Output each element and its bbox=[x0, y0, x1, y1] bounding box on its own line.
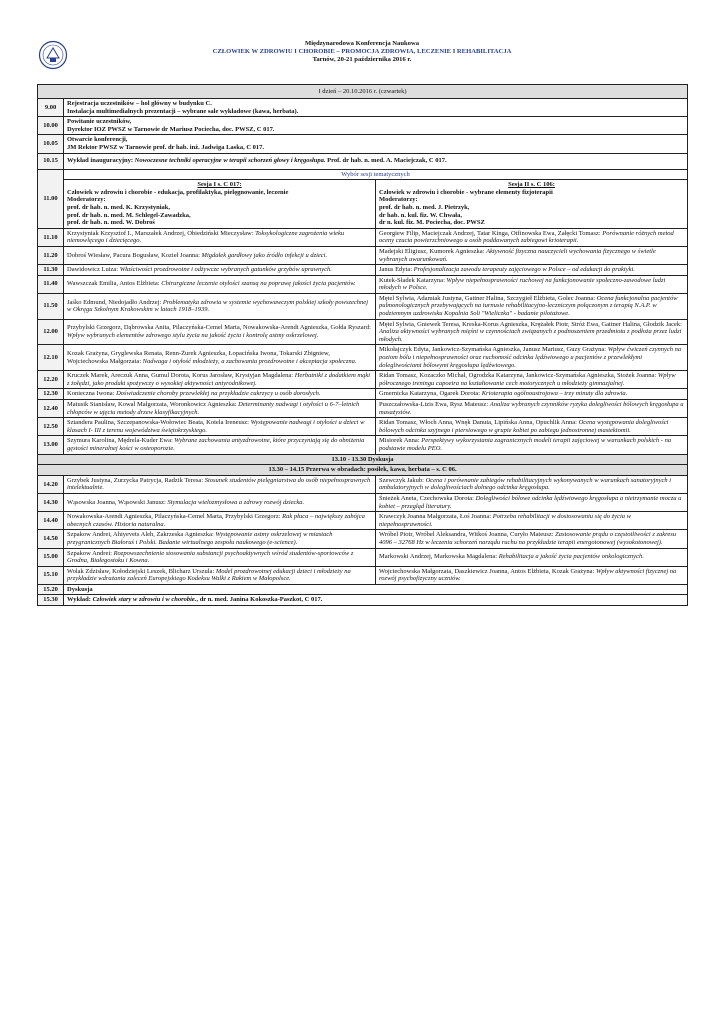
conference-title: CZŁOWIEK W ZDROWIU I CHOROBIE – PROMOCJA ZDROWIA, LECZENIE I REHABILITACJA bbox=[212, 48, 512, 55]
lecture-title: Nowoczesne techniki operacyjne w terapii schorzeń głowy i kręgosłupa. bbox=[134, 157, 326, 165]
talk-authors: Wawszczak Emilia, Antos Elżbieta: bbox=[67, 280, 162, 288]
talk-authors: Kruczek Marek, Areczuk Anna, Gumul Dorota, Korus Jarosław, Krystyjan Magdalena: bbox=[67, 372, 295, 380]
talk-authors: Szewczyk Jakub: bbox=[379, 476, 426, 484]
talk-authors: Dobroś Wiesław, Pacura Bogusław, Kozieł Joanna: bbox=[67, 251, 202, 259]
time-cell: 12.20 bbox=[38, 371, 64, 389]
talk-session-2 bbox=[376, 530, 688, 548]
event-line: Instalacja multimedialnych prezentacji – wybrane sale wykładowe (kawa, herbata). bbox=[67, 107, 299, 115]
time-cell: 15.20 bbox=[38, 584, 64, 595]
talk-title: Wpływ ćwiczeń czynnych na poziom bólu i niepełnosprawności oraz ruchomość odcinka lędźwiowego u pacjentów z przewlekłymi dolegliwościami bólowymi kręgosłupa lędźwiowego. bbox=[379, 346, 682, 369]
break-row bbox=[38, 465, 688, 476]
lecture-prefix: Wykład inauguracyjny: bbox=[67, 157, 135, 165]
talk-authors: Ridan Tomasz, Włoch Anna, Wnęk Danuta, Lipińska Anna, Opuchlik Anna: bbox=[379, 419, 579, 427]
conference-type: Międzynarodowa Konferencja Naukowa bbox=[304, 40, 420, 47]
event-line: Rejestracja uczestników – hol główny w budynku C. bbox=[67, 100, 212, 107]
talk-authors: Wojciechowska Małgorzata, Daszkiewicz Joanna, Antos Elżbieta, Kozak Grażyna: bbox=[379, 567, 596, 575]
talk-session-2 bbox=[376, 418, 688, 436]
talk-title: Perspektywy wykorzystania zagranicznych modeli terapii zajęciowej w warunkach polskich - na podstawie modelu PEO. bbox=[379, 437, 672, 452]
talk-authors: Markowski Andrzej, Markowska Magdalena: bbox=[379, 553, 499, 561]
talk-title: Wpływ niepełnosprawności ruchowej na funkcjonowanie społeczno-zawodowe ludzi młodych w Polsce. bbox=[379, 276, 666, 292]
session-name: Sesja I s. C 017: bbox=[197, 181, 242, 189]
programme-table bbox=[37, 84, 688, 606]
time-cell: 12.30 bbox=[38, 389, 64, 400]
talk-row bbox=[38, 293, 688, 319]
talk-authors: Krzystyniak Krzysztof I., Marszałek Andrzej, Obiedziński Mieczysław: bbox=[67, 229, 256, 237]
conference-date: Tarnów, 20-21 października 2016 r. bbox=[312, 56, 412, 63]
sessions-heading: Wybór sesji tematycznych bbox=[64, 169, 688, 180]
talk-title: Potrzeba rehabilitacji w dostosowaniu się do życia w niepełnosprawności. bbox=[379, 513, 631, 528]
moderator: dr hab. n. kul. fiz. W. Chwała, bbox=[379, 211, 462, 219]
talk-authors: Mętel Sylwia, Adamiak Justyna, Gattner Halina, Szczygieł Elżbieta, Golec Joanna: bbox=[379, 294, 597, 302]
talk-title: Występowanie astmy oskrzelowej w miastach przygranicznych Białoruś i Polski. Badanie wirtualnego zespołu naukowego (e-science). bbox=[67, 531, 333, 546]
talk-title: Migdałek gardłowy jako źródło infekcji u dzieci. bbox=[201, 251, 328, 259]
time-cell: 9.00 bbox=[38, 99, 64, 117]
talk-authors: Kozak Grażyna, Gryglewska Renata, Renn-Żurek Agnieszka, Łopacińska Iwona, Tokarski Zbigniew, Wojciechowska Małgorzata: bbox=[67, 350, 330, 365]
talk-session-1 bbox=[64, 319, 376, 345]
event-line: Powitanie uczestników, bbox=[67, 118, 132, 126]
talk-title: Właściwości prozdrowotne i odżywcze wybranych gatunków grzybów uprawnych. bbox=[119, 266, 332, 274]
time-cell: 13.00 bbox=[38, 436, 64, 454]
talk-authors: Jaśko Edmund, Niedojadło Andrzej: bbox=[67, 298, 163, 306]
session-name: Sesja II s. C 106: bbox=[508, 181, 555, 189]
schedule-row bbox=[38, 117, 688, 135]
talk-title: Rehabilitacja a jakość życia pacjentów onkologicznych. bbox=[498, 553, 644, 561]
time-cell: 15.30 bbox=[38, 595, 64, 606]
talk-authors: Misiorek Anna: bbox=[379, 437, 422, 445]
time-cell: 15.10 bbox=[38, 566, 64, 584]
talk-title: Ocena występowania dolegliwości bólowych odcinka szyjnego i piersiowego w grupie kobiet po zabiegu jednostronnej mastektomii. bbox=[379, 419, 669, 434]
talk-title: Analiza wybranych czynników ryzyka dolegliwości bólowych kręgosłupa u masażystów. bbox=[379, 401, 684, 416]
talk-row bbox=[38, 265, 688, 276]
schedule-row bbox=[38, 135, 688, 153]
talk-session-1 bbox=[64, 493, 376, 511]
event-cell bbox=[64, 99, 688, 117]
event-cell bbox=[64, 135, 688, 153]
talk-authors: Mętel Sylwia, Gniewek Teresa, Kreska-Korus Agnieszka, Krężałek Piotr, Stróż Ewa, Gattner Halina, Głodzik Jacek: bbox=[379, 320, 682, 328]
talk-session-2 bbox=[376, 548, 688, 566]
break-label: 13.30 – 14.15 Przerwa w obradach: posiłek, kawa, herbata – s. C 06. bbox=[38, 465, 688, 476]
talk-authors: Janus Edyta: bbox=[379, 266, 414, 274]
talk-authors: Kutek-Sładek Katarzyna: bbox=[379, 276, 447, 284]
talk-session-1 bbox=[64, 265, 376, 276]
session-topic: Człowiek w zdrowiu i chorobie - wybrane elementy fizjoterapii bbox=[379, 188, 553, 196]
moderators-label: Moderatorzy: bbox=[379, 196, 418, 204]
talk-title: Analiza aktywności wybranych mięśni w czynnościach związanych z podnoszeniem przedmiotu z podłoża przez ludzi młodych. bbox=[379, 328, 682, 343]
lecture-prefix: Wykład: bbox=[67, 596, 93, 604]
moderator: prof. dr hab. n. med. W. Dobroś bbox=[67, 219, 155, 227]
discussion-label: Dyskusja bbox=[64, 584, 688, 595]
talk-session-1 bbox=[64, 275, 376, 293]
talk-row bbox=[38, 566, 688, 584]
time-cell: 11.00 bbox=[38, 169, 64, 228]
talk-authors: Wąsowska Joanna, Wąsowski Janusz: bbox=[67, 498, 168, 506]
event-line: JM Rektor PWSZ w Tarnowie prof. dr hab. inż. Jadwiga Laska, C 017. bbox=[67, 143, 265, 151]
talk-session-2 bbox=[376, 566, 688, 584]
talk-session-1 bbox=[64, 566, 376, 584]
talk-session-2 bbox=[376, 293, 688, 319]
talk-authors: Szpakow Andrei: bbox=[67, 549, 114, 557]
schedule-row bbox=[38, 99, 688, 117]
talk-row bbox=[38, 475, 688, 493]
time-cell: 14.20 bbox=[38, 475, 64, 493]
talk-authors: Śnieżek Aneta, Czechowska Dorota: bbox=[379, 494, 476, 502]
talk-title: Wybrane zachowania antyzdrowotne, które przyczyniają się do obniżenia gęstości mineralnej kości w osteoporozie. bbox=[67, 437, 365, 452]
talk-row bbox=[38, 530, 688, 548]
talk-session-2 bbox=[376, 319, 688, 345]
session-topic: Człowiek w zdrowiu i chorobie - edukacja, profilaktyka, pielęgnowanie, leczenie bbox=[67, 188, 289, 196]
talk-row bbox=[38, 548, 688, 566]
talk-session-2 bbox=[376, 275, 688, 293]
talk-title: Model prozdrowotnej edukacji dzieci i młodzieży na przykładzie wdrażania zaleceń Europejskiego Kodeksu Walki z Rakiem w Małopolsce. bbox=[67, 567, 351, 583]
talk-session-1 bbox=[64, 228, 376, 246]
time-cell: 12.10 bbox=[38, 345, 64, 371]
closing-row bbox=[38, 595, 688, 606]
event-line: Otwarcie konferencji, bbox=[67, 136, 128, 144]
talk-session-1 bbox=[64, 293, 376, 319]
talk-session-2 bbox=[376, 475, 688, 493]
sessions-heading-row bbox=[38, 169, 688, 180]
talk-session-2 bbox=[376, 436, 688, 454]
time-cell: 12.40 bbox=[38, 400, 64, 418]
time-cell: 11.40 bbox=[38, 275, 64, 293]
talk-session-2 bbox=[376, 265, 688, 276]
talk-session-2 bbox=[376, 371, 688, 389]
time-cell: 11.10 bbox=[38, 228, 64, 246]
talk-title: Doświadczenie choroby przewlekłej na przykładzie cukrzycy u osób dorosłych. bbox=[116, 390, 321, 398]
talk-session-1 bbox=[64, 371, 376, 389]
talk-title: Toksykologiczne zagrożenia wieku niemowlęcego i dziecięcego. bbox=[67, 229, 345, 245]
lecture-speaker: , dr n. med. Janina Kokoszka-Paszkot, C 017. bbox=[196, 596, 323, 604]
time-cell: 11.30 bbox=[38, 265, 64, 276]
talk-row bbox=[38, 512, 688, 530]
moderator: prof. dr hab. n. med. J. Pietrzyk, bbox=[379, 203, 470, 211]
talk-title: Dolegliwości bólowe odcinka lędźwiowego kręgosłupa a nietrzymanie moczu u kobiet – przegląd literatury. bbox=[379, 494, 682, 510]
time-cell: 12.50 bbox=[38, 418, 64, 436]
event-cell bbox=[64, 117, 688, 135]
talk-authors: Puszczałowska-Lizis Ewa, Rysz Mateusz: bbox=[379, 401, 490, 408]
talk-authors: Ridan Tomasz, Kozaczko Michał, Ogrodzka Katarzyna, Jankowicz-Szymańska Agnieszka, Stożek Joanna: bbox=[379, 372, 658, 380]
moderator: prof. dr hab. n. med. K. Krzystyniak, bbox=[67, 203, 171, 211]
talk-session-1 bbox=[64, 512, 376, 530]
talk-authors: Matusik Stanisław, Kowal Małgorzata, Woronkowicz Agnieszka: bbox=[67, 401, 239, 408]
talk-title: Zastosowanie prądu o częstotliwości z zakresu 4096 – 32768 Hz w leczeniu schorzeń narządu ruchu na przykładzie terapii energotonowej (wysokotonowej). bbox=[379, 531, 677, 546]
talk-title: Wpływ wybranych elementów zdrowego stylu życia na jakość życia i kontrolę astmy oskrzelowej. bbox=[67, 332, 319, 340]
session-s1 bbox=[64, 180, 376, 229]
talk-session-2 bbox=[376, 389, 688, 400]
talk-title: Aktywność fizyczna nauczycieli wychowania fizycznego w świetle wybranych uwarunkowań. bbox=[379, 247, 656, 263]
talk-session-2 bbox=[376, 400, 688, 418]
discussion-label: 13.10 - 13.30 Dyskusja bbox=[38, 454, 688, 465]
talk-title: Nadwaga i otyłość młodzieży, a zachowania prozdrowotne i akceptacja społeczna. bbox=[142, 357, 357, 365]
time-cell: 14.30 bbox=[38, 493, 64, 511]
time-cell: 11.50 bbox=[38, 293, 64, 319]
talk-row bbox=[38, 275, 688, 293]
moderator: prof. dr hab. n. med. M. Schlegel-Zawadzka, bbox=[67, 211, 191, 219]
talk-title: Ocena funkcjonalna pacjentów pulmonologicznych przebywających na turnusie rehabilitacyjno-leczniczym połączonym z terapią N.A.P. w podziemnym uzdrowisku Kopalnia Soli "Wieliczka" - badanie pilotażowe. bbox=[379, 294, 678, 318]
talk-session-1 bbox=[64, 246, 376, 264]
talk-title: Chirurgiczne leczenie otyłości szansą na poprawę jakości życia pacjentów. bbox=[161, 280, 356, 288]
talk-title: Herbatniki z dodatkiem mąki z żołędzi, jako produkt spożywczy o wysokiej aktywności antyrodnikowej. bbox=[67, 372, 371, 387]
moderators-label: Moderatorzy: bbox=[67, 196, 106, 204]
talk-title: Rak płuca – największy zabójca obecnych czasów. Historia naturalna. bbox=[67, 513, 365, 528]
talk-title: Stymulacja wielozmysłowa a zdrowy rozwój dziecka. bbox=[167, 498, 305, 506]
time-cell: 10.00 bbox=[38, 117, 64, 135]
talk-title: Wpływ półrocznego treningu capoeira na kształtowanie cech motorycznych u młodzieży gimnazjalnej. bbox=[379, 372, 676, 387]
talk-session-2 bbox=[376, 228, 688, 246]
talk-authors: Madejski Eligiusz, Kumorek Agnieszka: bbox=[379, 247, 487, 255]
talk-row bbox=[38, 371, 688, 389]
time-cell: 10.15 bbox=[38, 153, 64, 169]
discussion-row bbox=[38, 584, 688, 595]
talk-row bbox=[38, 493, 688, 511]
talk-row bbox=[38, 345, 688, 371]
time-cell: 14.40 bbox=[38, 512, 64, 530]
talk-session-2 bbox=[376, 493, 688, 511]
talk-title: Determinanty nadwagi i otyłości u 6-7–letnich chłopców w ujęciu metody drzew klasyfikacyjnych. bbox=[67, 401, 360, 416]
talk-session-1 bbox=[64, 418, 376, 436]
talk-title: Ocena i porównanie zabiegów rehabilitacyjnych wykonywanych w warunkach sanatoryjnych i ambulatoryjnych w dolegliwościach dolnego odcinka kręgosłupa. bbox=[379, 476, 672, 492]
lecture-title: Człowiek stary w zdrowiu i w chorobie. bbox=[92, 596, 197, 604]
talk-title: Krioterapia ogólnoustrojowa – trzy minuty dla zdrowia. bbox=[481, 390, 628, 398]
talk-session-1 bbox=[64, 436, 376, 454]
talk-authors: Wolak Zdzisław, Kołodziejski Leszek, Blicharz Urszula: bbox=[67, 567, 216, 575]
talk-title: Problematyka zdrowia w systemie wychowawczym polskiej szkoły powszechnej w Okręgu Szkolnym Krakowskim w latach 1918–1939. bbox=[67, 298, 368, 314]
talk-session-1 bbox=[64, 475, 376, 493]
talk-row bbox=[38, 228, 688, 246]
day-label: I dzień – 20.10.2016 r. (czwartek) bbox=[38, 85, 688, 99]
talk-authors: Mikołajczyk Edyta, Jankowicz-Szymańska Agnieszka, Janusz Mariusz, Guzy Grażyna: bbox=[379, 346, 608, 354]
talk-row bbox=[38, 319, 688, 345]
talk-title: Profesjonalizacja zawodu terapeuty zajęciowego w Polsce – od edukacji do praktyki. bbox=[413, 266, 635, 274]
talk-authors: Dawidowicz Luiza: bbox=[67, 266, 120, 274]
talk-session-1 bbox=[64, 345, 376, 371]
inaugural-lecture bbox=[64, 153, 688, 169]
talk-row bbox=[38, 436, 688, 454]
talk-authors: Georgiew Filip, Maciejczak Andrzej, Tatar Kinga, Otfinowska Ewa, Załęcki Tomasz: bbox=[379, 229, 603, 237]
talk-authors: Gmernicka Katarzyna, Ogarek Dorota: bbox=[379, 390, 482, 398]
session-s2 bbox=[376, 180, 688, 229]
talk-authors: Wróbel Piotr, Wróbel Aleksandra, Witkoś Joanna, Curyło Mateusz: bbox=[379, 531, 556, 539]
discussion-row bbox=[38, 454, 688, 465]
talk-session-2 bbox=[376, 246, 688, 264]
talk-session-2 bbox=[376, 512, 688, 530]
lecture-speaker: Prof. dr hab. n. med. A. Maciejczak, C 017. bbox=[325, 157, 447, 165]
talk-row bbox=[38, 418, 688, 436]
talk-title: Stosunek studentów pielęgniarstwa do osób niepełnosprawnych intelektualnie. bbox=[67, 476, 371, 492]
time-cell: 10.05 bbox=[38, 135, 64, 153]
conference-header bbox=[0, 40, 724, 64]
inaugural-row bbox=[38, 153, 688, 169]
talk-authors: Przybylski Grzegorz, Dąbrowska Anita, Pilaczyńska-Cemel Marta, Nowakowska-Arendt Agnieszka, Gołda Ryszard: bbox=[67, 324, 371, 332]
moderator: dr n. kul. fiz. M. Pociecha, doc. PWSZ bbox=[379, 219, 485, 227]
talk-session-1 bbox=[64, 389, 376, 400]
talk-session-1 bbox=[64, 548, 376, 566]
talk-title: Rozpowszechnienie stosowania substancji psychoaktywnych wśród studentów-sportowców z Grodna, Białegostoku i Kowna. bbox=[67, 549, 354, 565]
talk-row bbox=[38, 246, 688, 264]
closing-lecture bbox=[64, 595, 688, 606]
event-line: Dyrektor IOZ PWSZ w Tarnowie dr Mariusz Pociecha, doc. PWSZ, C 017. bbox=[67, 125, 275, 133]
time-cell: 15.00 bbox=[38, 548, 64, 566]
talk-row bbox=[38, 400, 688, 418]
time-cell: 11.20 bbox=[38, 246, 64, 264]
talk-session-2 bbox=[376, 345, 688, 371]
talk-title: Porównanie różnych metod oceny czucia powierzchniowego u osób poddawanych zabiegowi krioterapii. bbox=[379, 229, 674, 245]
talk-authors: Grzybek Justyna, Zurzycka Patrycja, Radzik Teresa: bbox=[67, 476, 205, 484]
talk-authors: Szpakow Andrei, Ahiyevets Aleh, Zakrzeska Agnieszka: bbox=[67, 531, 216, 539]
talk-authors: Sztandera Paulina, Szczepanowska-Wołowiec Beata, Kotela Ireneusz: bbox=[67, 419, 251, 427]
talk-row bbox=[38, 389, 688, 400]
talk-authors: Nowakowska-Arendt Agnieszka, Pilaczyńska-Cemel Marta, Przybylski Grzegorz: bbox=[67, 513, 283, 521]
talk-authors: Szymura Karolina, Mędrela-Kuder Ewa: bbox=[67, 437, 175, 445]
talk-authors: Konieczna Iwona: bbox=[67, 390, 117, 398]
talk-title: Występowanie nadwagi i otyłości u dzieci w klasach I- III z terenu województwa świętokrzyskiego. bbox=[67, 419, 365, 434]
time-cell: 14.50 bbox=[38, 530, 64, 548]
day-row bbox=[38, 85, 688, 99]
talk-session-1 bbox=[64, 400, 376, 418]
time-cell: 12.00 bbox=[38, 319, 64, 345]
talk-session-1 bbox=[64, 530, 376, 548]
sessions-row bbox=[38, 180, 688, 229]
talk-authors: Krawczyk Joanna Małgorzata, Łoś Joanna: bbox=[379, 513, 493, 521]
talk-title: Wpływ aktywności fizycznej na rozwój psychofizyczny uczniów. bbox=[379, 567, 677, 583]
